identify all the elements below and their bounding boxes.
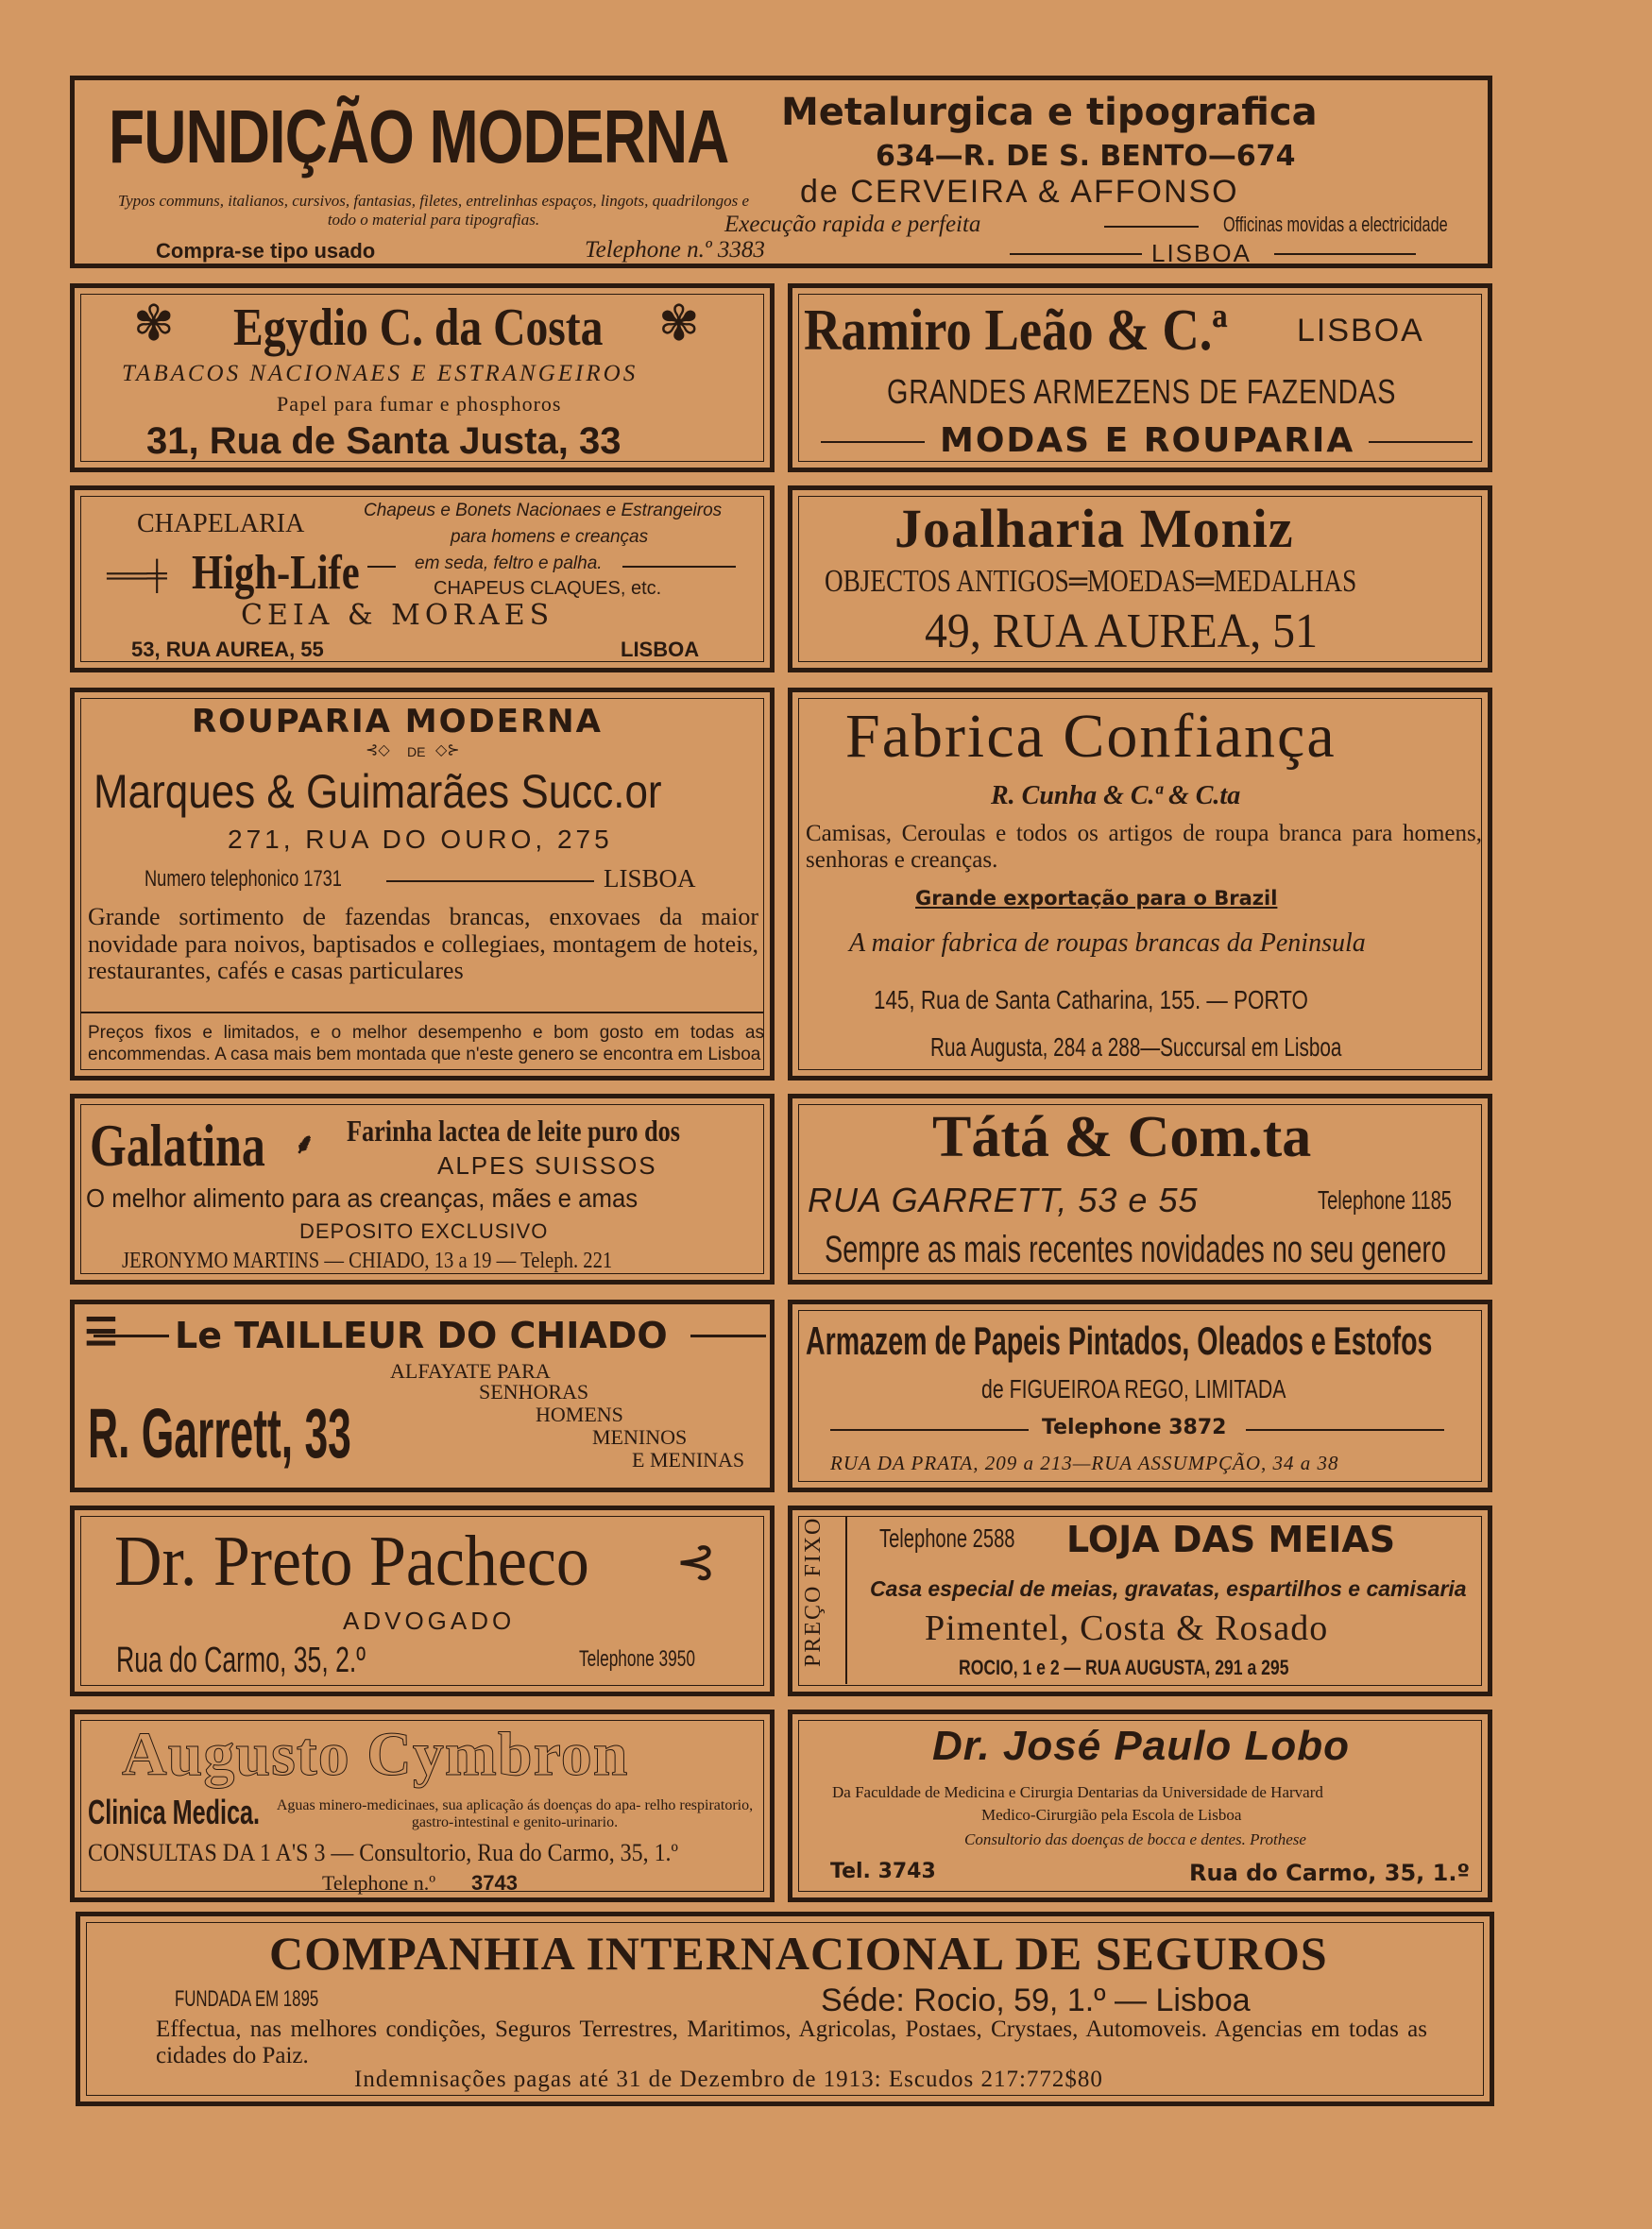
armazem-title: Armazem de Papeis Pintados, Oleados e Estofos	[806, 1319, 1433, 1363]
lobo-line3: Consultorio das doenças de bocca e dentes. Prothese	[964, 1830, 1306, 1848]
cymbron-clinic: Clinica Medica.	[88, 1793, 261, 1831]
egydio-line1: TABACOS NACIONAES E ESTRANGEIROS	[122, 361, 639, 386]
rouparia-de: DE	[407, 744, 426, 759]
fundicao-types: Typos communs, italianos, cursivos, fantasias, filetes, entrelinhas espaços, lingots, quadrilongos e todo o material para tipografias.	[117, 192, 750, 229]
meias-side: PREÇO FIXO	[801, 1516, 826, 1667]
galatina-line5: JERONYMO MARTINS — CHIADO, 13 a 19 — Teleph. 221	[122, 1249, 613, 1273]
diamond-icon: ⊰◇	[366, 742, 390, 758]
tailleur-rule	[94, 1335, 169, 1337]
chapelaria-city: LISBOA	[621, 638, 700, 661]
tailleur-line4: MENINOS	[592, 1425, 688, 1449]
tailleur-line2: SENHORAS	[479, 1380, 589, 1404]
tata-address: RUA GARRETT, 53 e 55	[808, 1181, 1199, 1219]
chapelaria-name: High-Life	[192, 546, 360, 600]
joalharia-line1: OBJECTOS ANTIGOS═MOEDAS═MEDALHAS	[825, 564, 1357, 599]
galatina-line3: O melhor alimento para as creanças, mães e amas	[86, 1183, 639, 1213]
confianca-owners: R. Cunha & C.ª & C.ta	[991, 781, 1241, 810]
lobo-line1: Da Faculdade de Medicina e Cirurgia Dentarias da Universidade de Harvard	[832, 1783, 1323, 1801]
tailleur-address: R. Garrett, 33	[88, 1394, 351, 1472]
lobo-line2: Medico-Cirurgião pela Escola de Lisboa	[981, 1806, 1242, 1824]
ad-fabrica-confianca	[788, 688, 1492, 1080]
ad-armazem-papeis	[788, 1300, 1492, 1492]
ad-fundicao-moderna	[70, 76, 1492, 268]
ad-chapelaria-high-life	[70, 485, 775, 672]
diamond-icon: ◇⊱	[435, 742, 460, 758]
meias-desc: Casa especial de meias, gravatas, espartilhos e camisaria	[870, 1576, 1467, 1601]
armazem-phone: Telephone 3872	[1042, 1416, 1227, 1439]
fundicao-execution: Execução rapida e perfeita	[724, 212, 981, 237]
fundicao-rule-2	[1010, 253, 1142, 255]
fundicao-subtitle: Metalurgica e tipografica	[781, 91, 1318, 134]
fundicao-telephone: Telephone n.º 3383	[585, 237, 765, 263]
flower-icon: ✾	[658, 296, 700, 352]
ramiro-city: LISBOA	[1297, 313, 1424, 349]
ad-jose-paulo-lobo	[788, 1710, 1492, 1902]
fundicao-rule-1	[1104, 226, 1199, 228]
tailleur-rule	[690, 1335, 766, 1337]
ad-galatina	[70, 1094, 775, 1285]
tailleur-line5: E MENINAS	[632, 1448, 745, 1472]
flourish-icon: ⊰	[675, 1536, 717, 1590]
armazem-address: RUA DA PRATA, 209 a 213—RUA ASSUMPÇÃO, 34 a 38	[830, 1452, 1339, 1474]
ad-joalharia-moniz	[788, 485, 1492, 672]
lobo-address: Rua do Carmo, 35, 1.º	[1189, 1860, 1470, 1886]
fundicao-workshops: Officinas movidas a electricidade	[1223, 213, 1448, 236]
confianca-address1: 145, Rua de Santa Catharina, 155. — PORTO	[874, 985, 1308, 1014]
ad-tailleur-do-chiado	[70, 1300, 775, 1492]
galatina-line1: Farinha lactea de leite puro dos	[347, 1114, 681, 1148]
galatina-line4: DEPOSITO EXCLUSIVO	[299, 1219, 549, 1243]
confianca-title: Fabrica Confiança	[845, 702, 1337, 771]
cymbron-desc: Aguas minero-medicinaes, sua aplicação ás doenças do apa- relho respiratorio, gastro-intestinal e genito-urinario.	[276, 1797, 754, 1831]
rouparia-title: ROUPARIA MODERNA	[192, 703, 603, 740]
meias-address: ROCIO, 1 e 2 — RUA AUGUSTA, 291 a 295	[959, 1656, 1289, 1679]
armazem-owners: de FIGUEIROA REGO, LIMITADA	[981, 1374, 1286, 1404]
lobo-tel: Tel. 3743	[830, 1860, 936, 1883]
companhia-footer: Indemnisações pagas até 31 de Dezembro de 1913: Escudos 217:772$80	[354, 2067, 1103, 2092]
chapelaria-owners: CEIA & MORAES	[241, 599, 554, 632]
tata-slogan: Sempre as mais recentes novidades no seu genero	[825, 1229, 1446, 1270]
ramiro-line1: GRANDES ARMEZENS DE FAZENDAS	[887, 372, 1397, 411]
confianca-address2: Rua Augusta, 284 a 288—Succursal em Lisboa	[930, 1032, 1342, 1062]
chapelaria-desc2: para homens e creanças	[451, 527, 649, 547]
armazem-rule-right	[1246, 1429, 1444, 1431]
tailleur-line3: HOMENS	[536, 1403, 623, 1426]
meias-phone: Telephone 2588	[879, 1523, 1015, 1553]
confianca-export: Grande exportação para o Brazil	[915, 887, 1278, 910]
meias-name: LOJA DAS MEIAS	[1066, 1519, 1396, 1560]
tailleur-title: Le TAILLEUR DO CHIADO	[175, 1315, 668, 1356]
chapelaria-desc4: CHAPEUS CLAQUES, etc.	[434, 578, 662, 599]
rouparia-owners: Marques & Guimarães Succ.or	[94, 765, 662, 818]
rouparia-divider	[80, 1012, 764, 1013]
meias-side-rule	[845, 1516, 847, 1684]
rouparia-address: 271, RUA DO OURO, 275	[228, 825, 613, 854]
companhia-title: COMPANHIA INTERNACIONAL DE SEGUROS	[269, 1927, 1328, 1980]
rouparia-footer: Preços fixos e limitados, e o melhor desempenho e bom gosto em todas as encommendas. A casa mais bem montada que n'este genero se encontra em Lisboa	[88, 1023, 764, 1064]
companhia-founded: FUNDADA EM 1895	[175, 1986, 319, 2012]
confianca-body: Camisas, Ceroulas e todos os artigos de roupa branca para homens, senhoras e creanças.	[806, 821, 1482, 873]
cymbron-phone-label: Telephone n.º	[322, 1871, 436, 1895]
ad-ramiro-leao	[788, 283, 1492, 472]
rouparia-city: LISBOA	[604, 864, 696, 893]
preto-phone: Telephone 3950	[579, 1646, 695, 1672]
tata-phone: Telephone 1185	[1318, 1185, 1452, 1215]
fundicao-city: LISBOA	[1151, 239, 1252, 267]
ramiro-line2: MODAS E ROUPARIA	[940, 421, 1355, 460]
preto-role: ADVOGADO	[343, 1607, 516, 1635]
fundicao-buy: Compra-se tipo usado	[156, 239, 376, 263]
rouparia-phone: Numero telephonico 1731	[145, 866, 342, 892]
chapelaria-desc1: Chapeus e Bonets Nacionaes e Estrangeiros	[364, 501, 723, 520]
fundicao-title: FUNDIÇÃO MODERNA	[109, 94, 729, 179]
ramiro-rule-left	[821, 441, 925, 443]
fundicao-rule-3	[1274, 253, 1416, 255]
rouparia-body: Grande sortimento de fazendas brancas, enxovaes da maior novidade para noivos, baptisados e collegiaes, montagem de hoteis, restaurantes, cafés e casas particulares	[88, 903, 758, 985]
ramiro-name: Ramiro Leão & C.ª	[804, 298, 1228, 363]
companhia-seat: Séde: Rocio, 59, 1.º — Lisboa	[821, 1982, 1251, 2018]
ad-companhia-seguros	[76, 1912, 1494, 2106]
chapelaria-label: CHAPELARIA	[137, 509, 305, 538]
armazem-rule-left	[830, 1429, 1029, 1431]
chapelaria-rule-2	[622, 566, 736, 568]
cymbron-name: Augusto Cymbron	[122, 1720, 629, 1789]
rouparia-rule	[386, 880, 594, 882]
egydio-address: 31, Rua de Santa Justa, 33	[146, 420, 622, 462]
galatina-ornament: ⸙	[294, 1129, 315, 1160]
ad-rouparia-moderna	[70, 688, 775, 1080]
fundicao-owners: de CERVEIRA & AFFONSO	[800, 174, 1239, 210]
ad-tata-com	[788, 1094, 1492, 1285]
lobo-name: Dr. José Paulo Lobo	[932, 1723, 1350, 1769]
tailleur-rule-left: ☰	[84, 1312, 118, 1353]
confianca-slogan: A maior fabrica de roupas brancas da Peninsula	[849, 928, 1366, 958]
cymbron-phone: 3743	[471, 1871, 518, 1895]
meias-owners: Pimentel, Costa & Rosado	[925, 1608, 1329, 1648]
ad-augusto-cymbron	[70, 1710, 775, 1902]
galatina-name: Galatina	[90, 1112, 265, 1179]
chapelaria-rule-1	[367, 566, 396, 568]
preto-address: Rua do Carmo, 35, 2.º	[116, 1641, 366, 1680]
joalharia-address: 49, RUA AUREA, 51	[925, 604, 1318, 658]
galatina-line2: ALPES SUISSOS	[437, 1151, 657, 1180]
cymbron-consult: CONSULTAS DA 1 A'S 3 — Consultorio, Rua do Carmo, 35, 1.º	[88, 1839, 678, 1866]
tailleur-line1: ALFAYATE PARA	[390, 1359, 551, 1383]
egydio-line2: Papel para fumar e phosphoros	[277, 392, 562, 416]
companhia-body: Effectua, nas melhores condições, Seguros Terrestres, Maritimos, Agricolas, Postaes, Crystaes, Automoveis. Agencias em todas as cidades do Paiz.	[156, 2016, 1427, 2068]
ad-preto-pacheco	[70, 1506, 775, 1696]
ramiro-rule-right	[1369, 441, 1473, 443]
egydio-name: Egydio C. da Costa	[233, 298, 604, 357]
tata-name: Tátá & Com.ta	[932, 1105, 1312, 1169]
ad-loja-das-meias	[788, 1506, 1492, 1696]
chapelaria-desc3: em seda, feltro e palha.	[415, 553, 603, 573]
ad-egydio-costa	[70, 283, 775, 472]
preto-name: Dr. Preto Pacheco	[114, 1522, 589, 1601]
chapelaria-ornament: ══╪	[107, 560, 167, 591]
chapelaria-address: 53, RUA AUREA, 55	[131, 638, 324, 661]
joalharia-name: Joalharia Moniz	[894, 498, 1294, 559]
fundicao-address: 634—R. DE S. BENTO—674	[876, 140, 1296, 173]
flower-icon: ✾	[133, 296, 175, 352]
